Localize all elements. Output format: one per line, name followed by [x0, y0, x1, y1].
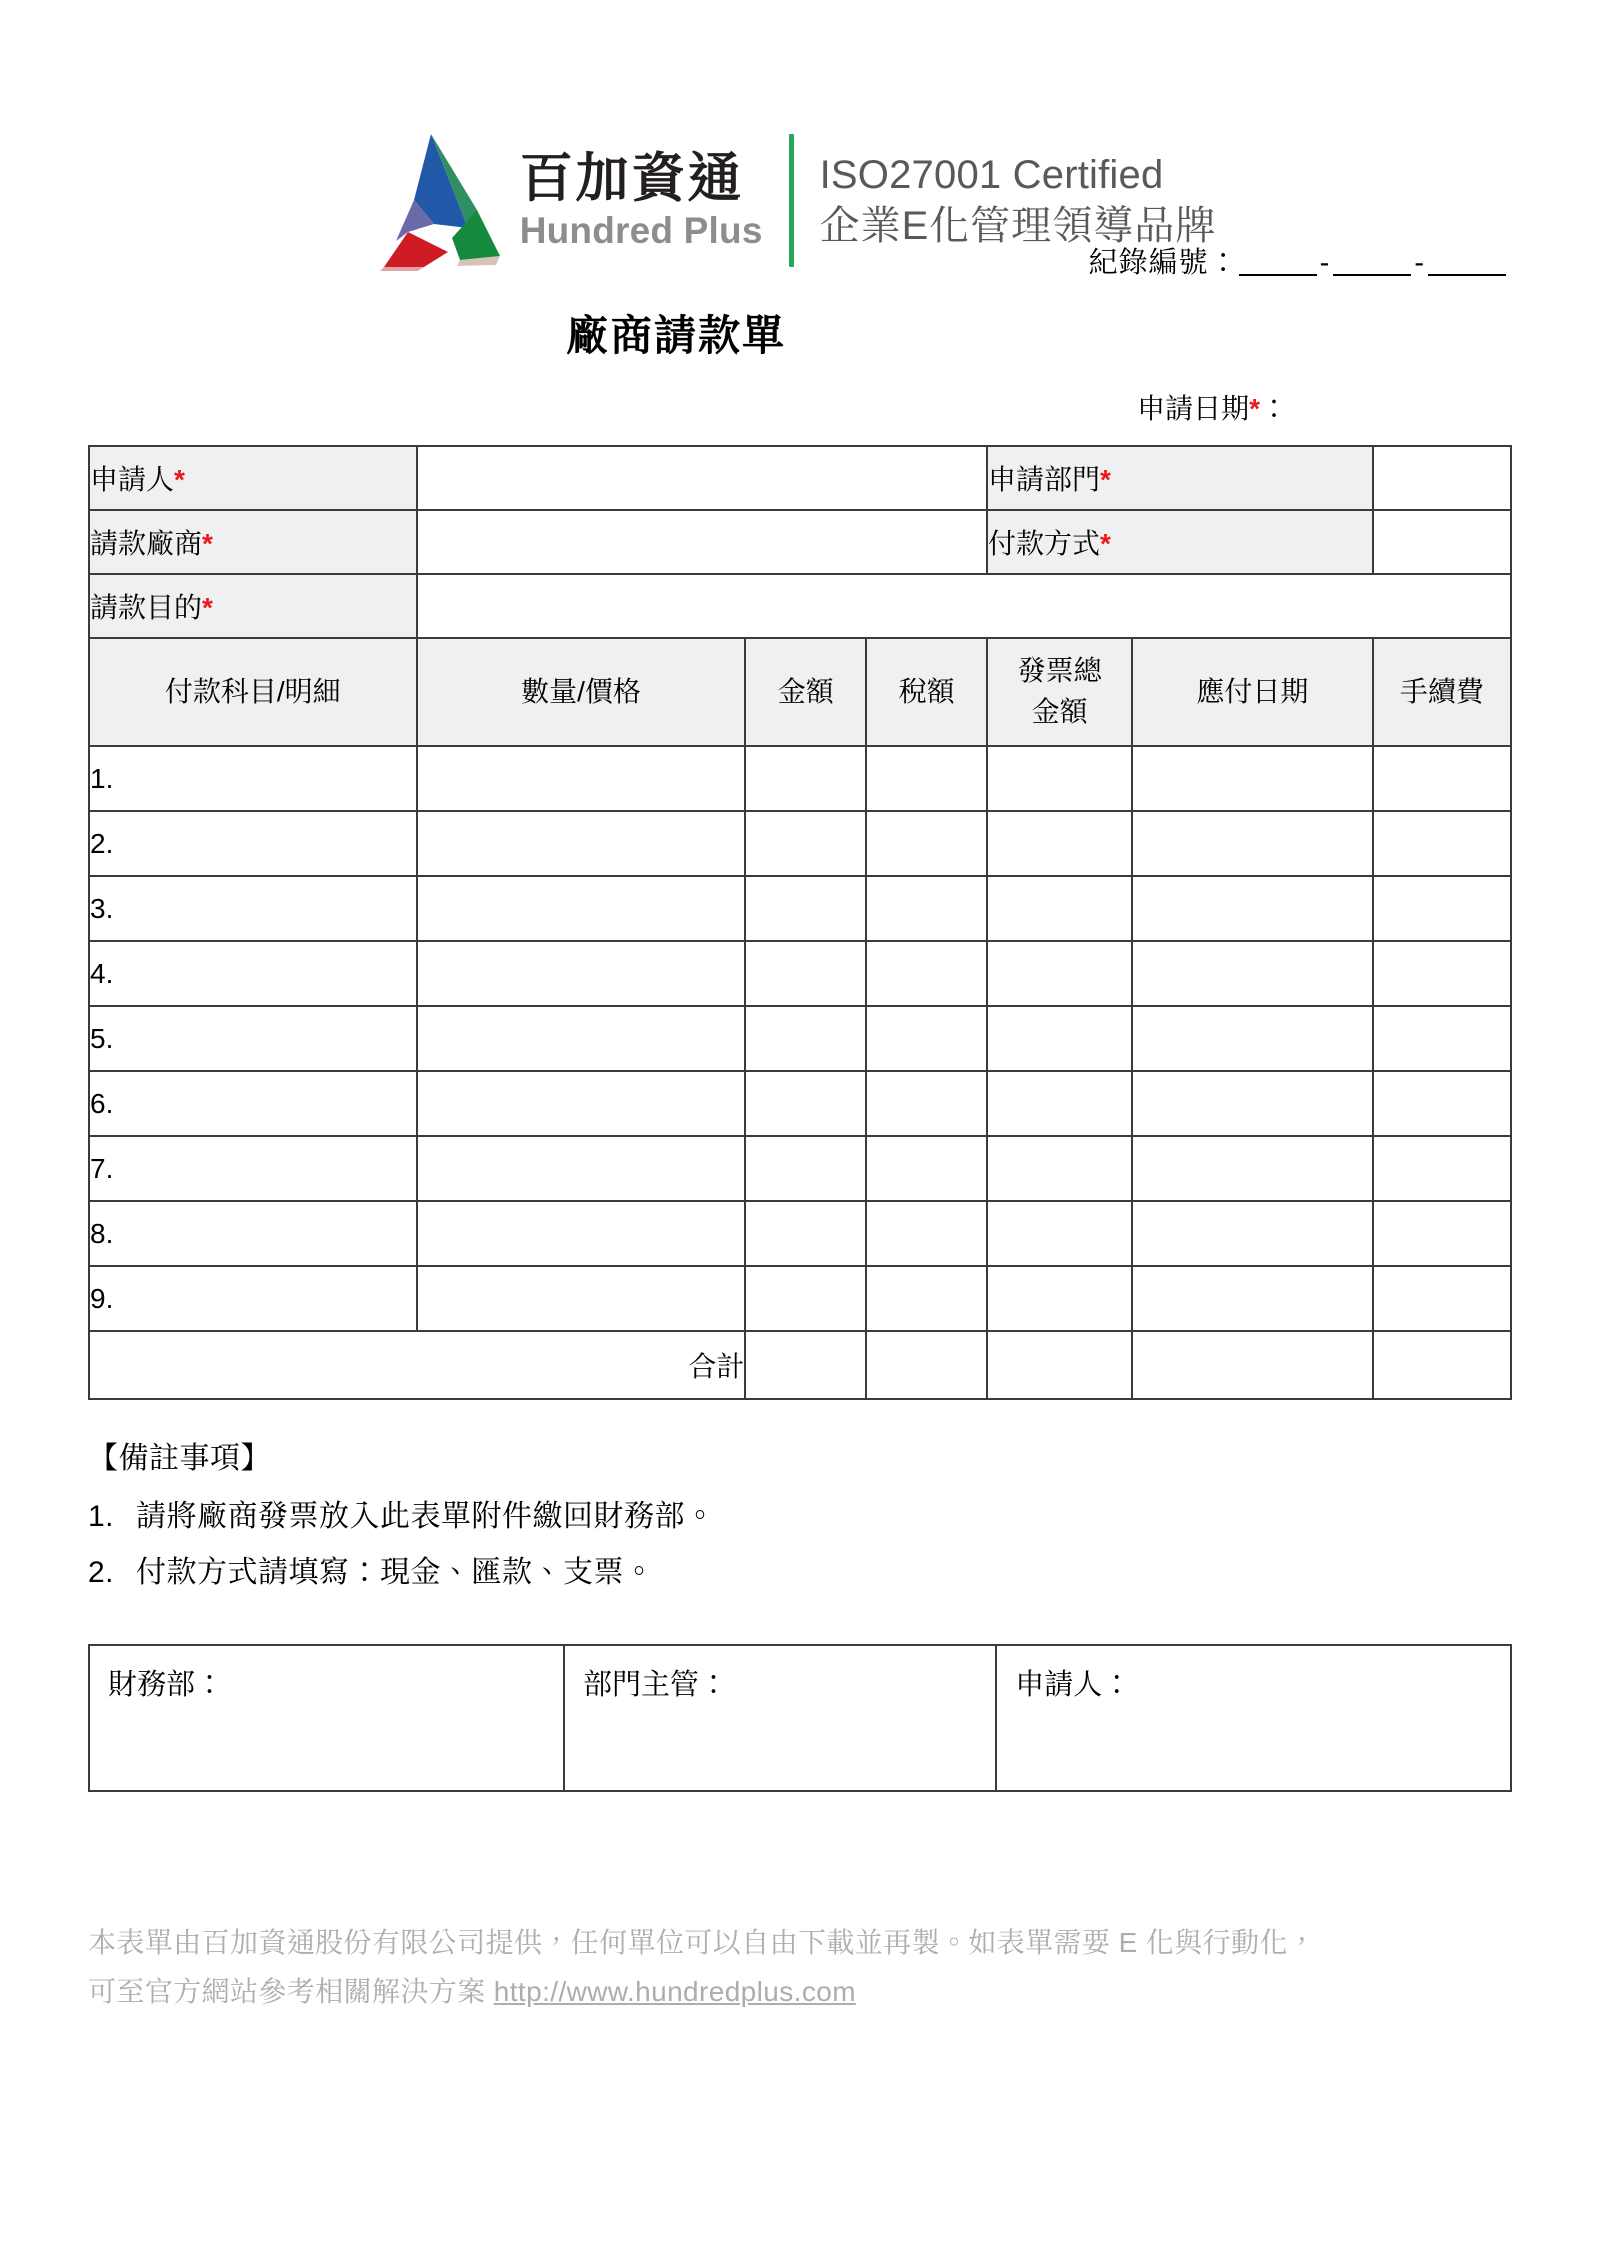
cell-fee[interactable]	[1373, 1071, 1511, 1136]
note-index: 2.	[88, 1556, 115, 1589]
cell-invoice-total[interactable]	[987, 1201, 1132, 1266]
label-payment-method-text: 付款方式	[987, 528, 1100, 559]
input-payment-method[interactable]	[1373, 510, 1511, 574]
apply-date-colon: ：	[1259, 393, 1288, 424]
signature-applicant-label: 申請人：	[1015, 1669, 1132, 1701]
cell-fee[interactable]	[1373, 876, 1511, 941]
total-due-date[interactable]	[1132, 1331, 1372, 1399]
signature-row	[89, 1645, 1511, 1791]
row-index: 8.	[89, 1201, 417, 1266]
table-row	[89, 941, 1511, 1006]
record-separator-2: -	[1414, 247, 1425, 279]
signature-finance[interactable]	[89, 1645, 564, 1791]
table-row	[89, 811, 1511, 876]
notes-heading: 【備註事項】	[88, 1442, 271, 1475]
table-row	[89, 1136, 1511, 1201]
cell-amount[interactable]	[745, 811, 866, 876]
signature-manager-label: 部門主管：	[582, 1669, 728, 1701]
row-index: 3.	[89, 876, 417, 941]
cell-amount[interactable]	[745, 1201, 866, 1266]
table-row	[89, 1006, 1511, 1071]
cell-fee[interactable]	[1373, 1136, 1511, 1201]
required-mark: *	[1100, 464, 1111, 495]
label-applicant	[89, 446, 417, 510]
label-department-text: 申請部門	[987, 464, 1100, 495]
brand-wordmark	[520, 149, 763, 251]
cell-qty-price[interactable]	[417, 811, 746, 876]
required-mark: *	[202, 592, 213, 623]
footer-line-2	[88, 1967, 1512, 2016]
note-text: 請將廠商發票放入此表單附件繳回財務部。	[136, 1500, 716, 1533]
record-number-blank-1[interactable]	[1239, 274, 1317, 276]
total-invoice-total[interactable]	[987, 1331, 1132, 1399]
signature-manager[interactable]	[564, 1645, 996, 1791]
cell-tax[interactable]	[866, 1266, 987, 1331]
brand-divider	[789, 134, 794, 267]
table-total-row	[89, 1331, 1511, 1399]
cell-qty-price[interactable]	[417, 1201, 746, 1266]
footer-line-2-prefix: 可至官方網站參考相關解決方案	[88, 1976, 494, 2007]
cell-due-date[interactable]	[1132, 941, 1372, 1006]
input-purpose[interactable]	[417, 574, 1511, 638]
required-mark: *	[174, 464, 185, 495]
cell-qty-price[interactable]	[417, 746, 746, 811]
row-index: 9.	[89, 1266, 417, 1331]
row-index: 2.	[89, 811, 417, 876]
table-row	[89, 876, 1511, 941]
cell-tax[interactable]	[866, 746, 987, 811]
input-department[interactable]	[1373, 446, 1511, 510]
cell-fee[interactable]	[1373, 941, 1511, 1006]
row-index: 5.	[89, 1006, 417, 1071]
cell-invoice-total[interactable]	[987, 1006, 1132, 1071]
cell-tax[interactable]	[866, 1071, 987, 1136]
cell-fee[interactable]	[1373, 1006, 1511, 1071]
cell-invoice-total[interactable]	[987, 1266, 1132, 1331]
table-row	[89, 1201, 1511, 1266]
label-purpose	[89, 574, 417, 638]
total-fee[interactable]	[1373, 1331, 1511, 1399]
cell-amount[interactable]	[745, 876, 866, 941]
field-row-applicant	[89, 446, 1511, 510]
table-row	[89, 746, 1511, 811]
label-applicant-text: 申請人	[90, 464, 175, 495]
cell-due-date[interactable]	[1132, 1136, 1372, 1201]
column-header-detail: 付款科目/明細	[89, 638, 417, 746]
label-department	[987, 446, 1373, 510]
triangle-logo-icon	[356, 128, 506, 273]
cell-qty-price[interactable]	[417, 876, 746, 941]
document-header	[88, 0, 1512, 251]
table-row	[89, 1071, 1511, 1136]
row-index: 1.	[89, 746, 417, 811]
record-number-blank-3[interactable]	[1428, 274, 1506, 276]
table-header-row	[89, 638, 1511, 746]
cell-due-date[interactable]	[1132, 1006, 1372, 1071]
row-index: 7.	[89, 1136, 417, 1201]
brand-name-cn: 百加資通	[519, 149, 744, 209]
label-vendor	[89, 510, 417, 574]
tagline-cn: 企業E化管理領導品牌	[819, 203, 1217, 248]
input-vendor[interactable]	[417, 510, 987, 574]
column-header-invoice-total-line2: 金額	[1031, 696, 1088, 727]
brand-tagline	[820, 153, 1217, 249]
cell-invoice-total[interactable]	[987, 746, 1132, 811]
table-row	[89, 1266, 1511, 1331]
cell-qty-price[interactable]	[417, 1266, 746, 1331]
column-header-invoice-total-line1: 發票總	[1017, 655, 1102, 687]
total-label: 合計	[89, 1331, 745, 1399]
cell-fee[interactable]	[1373, 1201, 1511, 1266]
cell-amount[interactable]	[745, 1266, 866, 1331]
cell-invoice-total[interactable]	[987, 941, 1132, 1006]
input-applicant[interactable]	[417, 446, 987, 510]
signature-finance-label: 財務部：	[108, 1669, 225, 1701]
column-header-amount: 金額	[745, 638, 866, 746]
column-header-due-date: 應付日期	[1132, 638, 1372, 746]
cell-tax[interactable]	[866, 1006, 987, 1071]
cell-invoice-total[interactable]	[987, 1136, 1132, 1201]
cell-fee[interactable]	[1373, 811, 1511, 876]
page-title: 廠商請款單	[565, 312, 786, 359]
cell-invoice-total[interactable]	[987, 876, 1132, 941]
record-separator-1: -	[1319, 247, 1331, 279]
row-index: 4.	[89, 941, 417, 1006]
brand-name-en: Hundred Plus	[519, 209, 763, 251]
signature-applicant[interactable]	[996, 1645, 1511, 1791]
note-index: 1.	[88, 1500, 115, 1533]
record-number-label: 紀錄編號：	[1088, 247, 1239, 279]
row-index: 6.	[89, 1071, 417, 1136]
required-mark: *	[1100, 528, 1111, 559]
cell-tax[interactable]	[866, 876, 987, 941]
cell-fee[interactable]	[1373, 1266, 1511, 1331]
cell-fee[interactable]	[1373, 746, 1511, 811]
cell-qty-price[interactable]	[417, 1006, 746, 1071]
cell-due-date[interactable]	[1132, 1071, 1372, 1136]
record-number-blank-2[interactable]	[1333, 274, 1411, 276]
note-item	[88, 1558, 1512, 1588]
cell-invoice-total[interactable]	[987, 1071, 1132, 1136]
cell-due-date[interactable]	[1132, 1201, 1372, 1266]
cell-due-date[interactable]	[1132, 811, 1372, 876]
field-row-vendor	[89, 510, 1511, 574]
cell-invoice-total[interactable]	[987, 811, 1132, 876]
apply-date-label: 申請日期	[1137, 393, 1250, 424]
cell-qty-price[interactable]	[417, 941, 746, 1006]
notes-section	[88, 1444, 1512, 1588]
cell-due-date[interactable]	[1132, 1266, 1372, 1331]
cell-amount[interactable]	[745, 1006, 866, 1071]
cell-qty-price[interactable]	[417, 1136, 746, 1201]
column-header-qty-price: 數量/價格	[417, 638, 746, 746]
column-header-invoice-total	[987, 638, 1132, 746]
claim-form-table	[88, 445, 1512, 1400]
brand-logo-block	[356, 128, 1217, 273]
apply-date-line	[88, 387, 1512, 427]
cell-tax[interactable]	[866, 1136, 987, 1201]
cell-tax[interactable]	[866, 811, 987, 876]
cell-amount[interactable]	[745, 1136, 866, 1201]
column-header-fee: 手續費	[1373, 638, 1511, 746]
signature-table	[88, 1644, 1512, 1792]
cell-amount[interactable]	[745, 746, 866, 811]
tagline-iso: ISO27001 Certified	[819, 152, 1164, 197]
note-text: 付款方式請填寫：現金、匯款、支票。	[136, 1556, 655, 1589]
total-amount[interactable]	[745, 1331, 866, 1399]
cell-tax[interactable]	[866, 1201, 987, 1266]
column-header-tax: 稅額	[866, 638, 987, 746]
field-row-purpose	[89, 574, 1511, 638]
note-item	[88, 1502, 1512, 1532]
cell-amount[interactable]	[745, 1071, 866, 1136]
cell-amount[interactable]	[745, 941, 866, 1006]
cell-due-date[interactable]	[1132, 876, 1372, 941]
label-vendor-text: 請款廠商	[90, 528, 203, 559]
label-purpose-text: 請款目的	[90, 592, 203, 623]
footer-website-link[interactable]: http://www.hundredplus.com	[493, 1976, 856, 2007]
document-footer	[88, 1918, 1512, 2016]
apply-date-required-mark: *	[1249, 393, 1260, 424]
required-mark: *	[202, 528, 213, 559]
cell-tax[interactable]	[866, 941, 987, 1006]
label-payment-method	[987, 510, 1373, 574]
total-tax[interactable]	[866, 1331, 987, 1399]
footer-line-1: 本表單由百加資通股份有限公司提供，任何單位可以自由下載並再製。如表單需要 E 化與行動化，	[88, 1927, 1317, 1958]
cell-qty-price[interactable]	[417, 1071, 746, 1136]
cell-due-date[interactable]	[1132, 746, 1372, 811]
